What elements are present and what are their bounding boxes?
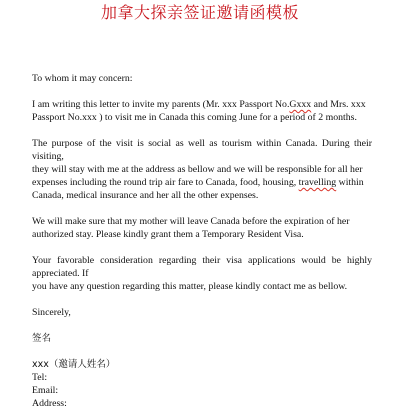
salutation: To whom it may concern:: [32, 73, 133, 84]
purpose-line-3: they will stay with me at the address as bellow and we will be responsible for all her: [32, 164, 363, 175]
paragraph-gap: [32, 124, 372, 137]
paragraph-gap: [32, 241, 372, 254]
purpose-line-5: Canada, medical insurance and her all the other expenses.: [32, 190, 259, 201]
request-line-2: appreciated. If: [32, 268, 89, 279]
paragraph-gap: [32, 85, 372, 98]
paragraph-invitation: [32, 98, 372, 124]
invitation-text-1a: I am writing this letter to invite my parents (Mr. xxx Passport No.: [32, 99, 290, 110]
purpose-text-4a: expenses including the round trip air fare to Canada, food, housing,: [32, 177, 299, 188]
paragraph-gap: [32, 293, 372, 306]
invitation-line-2: Passport No.xxx ) to visit me in Canada this coming June for a period of 2 months.: [32, 112, 357, 123]
request-line-1: Your favorable consideration regarding their visa applications would be highly: [32, 255, 372, 266]
document-title: 加拿大探亲签证邀请函模板: [100, 3, 299, 22]
purpose-line-1: The purpose of the visit is social as well as tourism within Canada. During their: [32, 138, 372, 149]
letter-body: [32, 72, 372, 410]
spellcheck-word-travelling: travelling: [298, 177, 337, 188]
paragraph-gap: [32, 202, 372, 215]
paragraph-gap: [32, 345, 372, 358]
contact-email: Email:: [32, 385, 59, 396]
purpose-line-4: [32, 176, 372, 189]
request-line-3: you have any question regarding this matter, please kindly contact me as bellow.: [32, 281, 348, 292]
inviter-name: xxx（邀请人姓名）: [32, 359, 116, 370]
closing: Sincerely,: [32, 307, 71, 318]
purpose-line-2: visiting,: [32, 151, 64, 162]
invitation-line-1: [32, 98, 372, 111]
paragraph-gap: [32, 319, 372, 332]
paragraph-request: [32, 254, 372, 293]
contact-address: Address:: [32, 398, 67, 409]
spellcheck-word-gxxx: Gxxx: [289, 99, 312, 110]
invitation-text-1c: and Mrs. xxx: [311, 99, 366, 110]
paragraph-assurance: [32, 215, 372, 241]
purpose-text-4c: within: [336, 177, 364, 188]
signature-label: 签名: [32, 333, 52, 344]
assurance-line-2: authorized stay. Please kindly grant them a Temporary Resident Visa.: [32, 229, 304, 240]
assurance-line-1: We will make sure that my mother will leave Canada before the expiration of her: [32, 216, 350, 227]
contact-tel: Tel:: [32, 372, 48, 383]
paragraph-purpose: [32, 137, 372, 202]
